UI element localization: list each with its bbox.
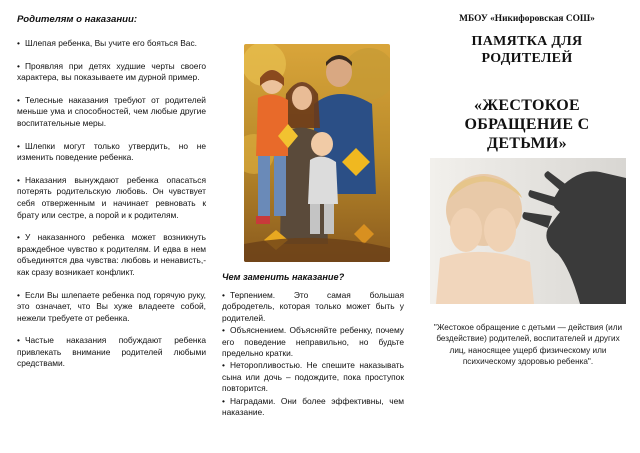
left-column — [0, 0, 214, 453]
list-item: • Телесные наказания требуют от родителей меньше ума и способностей, чем любые другие воспитательные меры. — [17, 94, 206, 128]
replace-punishment-heading: Чем заменить наказание? — [222, 272, 345, 282]
list-item: • Шлепки могут только утвердить, но не изменить поведение ребенка. — [17, 140, 206, 163]
list-item: • Проявляя при детях худшие черты своего характера, вы показываете им дурной пример. — [17, 60, 206, 83]
replace-punishment-list — [222, 290, 404, 419]
right-column — [414, 0, 640, 453]
middle-column — [214, 0, 414, 453]
child-shadow-photo — [430, 158, 626, 304]
list-item: • Терпением. Это самая большая добродетель, которая только может быть у родителей. — [222, 290, 404, 323]
punishment-heading: Родителям о наказании: — [17, 14, 138, 25]
list-item: • Если Вы шлепаете ребенка под горячую руку, это означает, что Вы хуже владеете собой, нежели требуете от ребенка. — [17, 289, 206, 323]
definition-quote: "Жестокое обращение с детьми — действия (или бездействие) родителей, воспитателей и других лиц, наносящее ущерб физическому или психическому здоровью ребенка". — [433, 323, 623, 367]
list-item: • У наказанного ребенка может возникнуть враждебное чувство к родителям. И едва в нем объединятся два чувства: любовь и ненависть,- как сразу возникает конфликт. — [17, 232, 206, 277]
family-photo — [244, 44, 390, 262]
memo-title: ПАМЯТКА ДЛЯ РОДИТЕЛЕЙ — [471, 34, 583, 66]
list-item: • Частые наказания побуждают ребенка привлекать внимание родителей любыми средствами. — [17, 335, 206, 369]
list-item: • Шлепая ребенка, Вы учите его бояться Вас. — [17, 38, 197, 48]
list-item: • Наказания вынуждают ребенка опасаться потерять родительскую любовь. Он чувствует себя отверженным и начинает ревновать к брату или сестре, а порой и к родителям. — [17, 174, 206, 220]
family-photo-image — [244, 44, 390, 262]
child-shadow-image — [430, 158, 626, 304]
main-title: «ЖЕСТОКОЕ ОБРАЩЕНИЕ С ДЕТЬМИ» — [464, 97, 590, 152]
list-item: • Неторопливостью. Не спешите наказывать сына или дочь – подождите, пока проступок повторится. — [222, 360, 404, 394]
list-item: • Объяснением. Объясняйте ребенку, почему его поведение неправильно, но будьте предельно кратки. — [222, 325, 404, 359]
school-name: МБОУ «Никифоровская СОШ» — [459, 14, 595, 24]
list-item: • Наградами. Они более эффективны, чем наказание. — [222, 395, 404, 418]
